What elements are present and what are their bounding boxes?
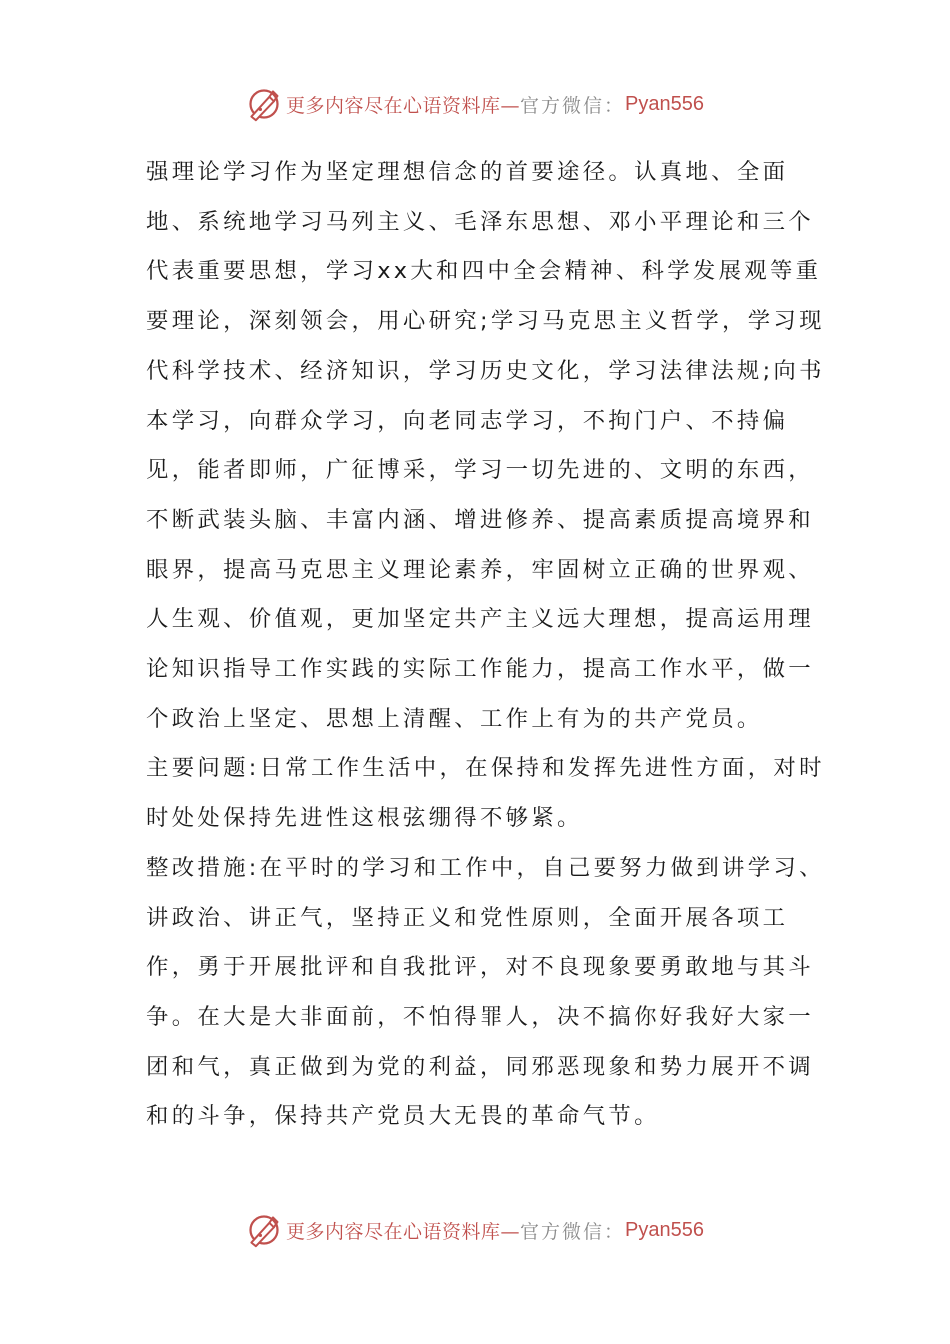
- footer-banner: [0, 1210, 950, 1250]
- pen-nib-logo-icon: [246, 1212, 282, 1248]
- footer-wechat-label: 官方微信：: [520, 1220, 626, 1243]
- pen-nib-logo-icon: [246, 86, 282, 122]
- header-wechat-label: 官方微信：: [520, 94, 626, 117]
- header-slogan: 更多内容尽在心语资料库—: [286, 94, 521, 117]
- footer-slogan: 更多内容尽在心语资料库—: [286, 1220, 521, 1243]
- paragraph-study: 强理论学习作为坚定理想信念的首要途径。认真地、全面地、系统地学习马列主义、毛泽东思想、邓小平理论和三个代表重要思想，学习xx大和四中全会精神、科学发展观等重要理论，深刻领会，用心研究;学习马克思主义哲学，学习现代科学技术、经济知识，学习历史文化，学习法律法规;向书本学习，向群众学习，向老同志学习，不拘门户、不持偏见，能者即师，广征博采，学习一切先进的、文明的东西，不断武装头脑、丰富内涵、增进修养、提高素质提高境界和眼界，提高马克思主义理论素养，牢固树立正确的世界观、人生观、价值观，更加坚定共产主义远大理想，提高运用理论知识指导工作实践的实际工作能力，提高工作水平，做一个政治上坚定、思想上清醒、工作上有为的共产党员。: [146, 159, 825, 732]
- document-body: [146, 148, 826, 1142]
- footer-wechat-id: Pyan556: [625, 1218, 704, 1241]
- paragraph-main-problem: 主要问题:日常工作生活中，在保持和发挥先进性方面，对时时处处保持先进性这根弦绷得不够紧。: [146, 755, 825, 832]
- header-wechat-id: Pyan556: [625, 92, 704, 115]
- header-banner: [0, 84, 950, 124]
- paragraph-rectification: 整改措施:在平时的学习和工作中，自己要努力做到讲学习、讲政治、讲正气，坚持正义和党性原则，全面开展各项工作，勇于开展批评和自我批评，对不良现象要勇敢地与其斗争。在大是大非面前，不怕得罪人，决不搞你好我好大家一团和气，真正做到为党的利益，同邪恶现象和势力展开不调和的斗争，保持共产党员大无畏的革命气节。: [146, 854, 825, 1130]
